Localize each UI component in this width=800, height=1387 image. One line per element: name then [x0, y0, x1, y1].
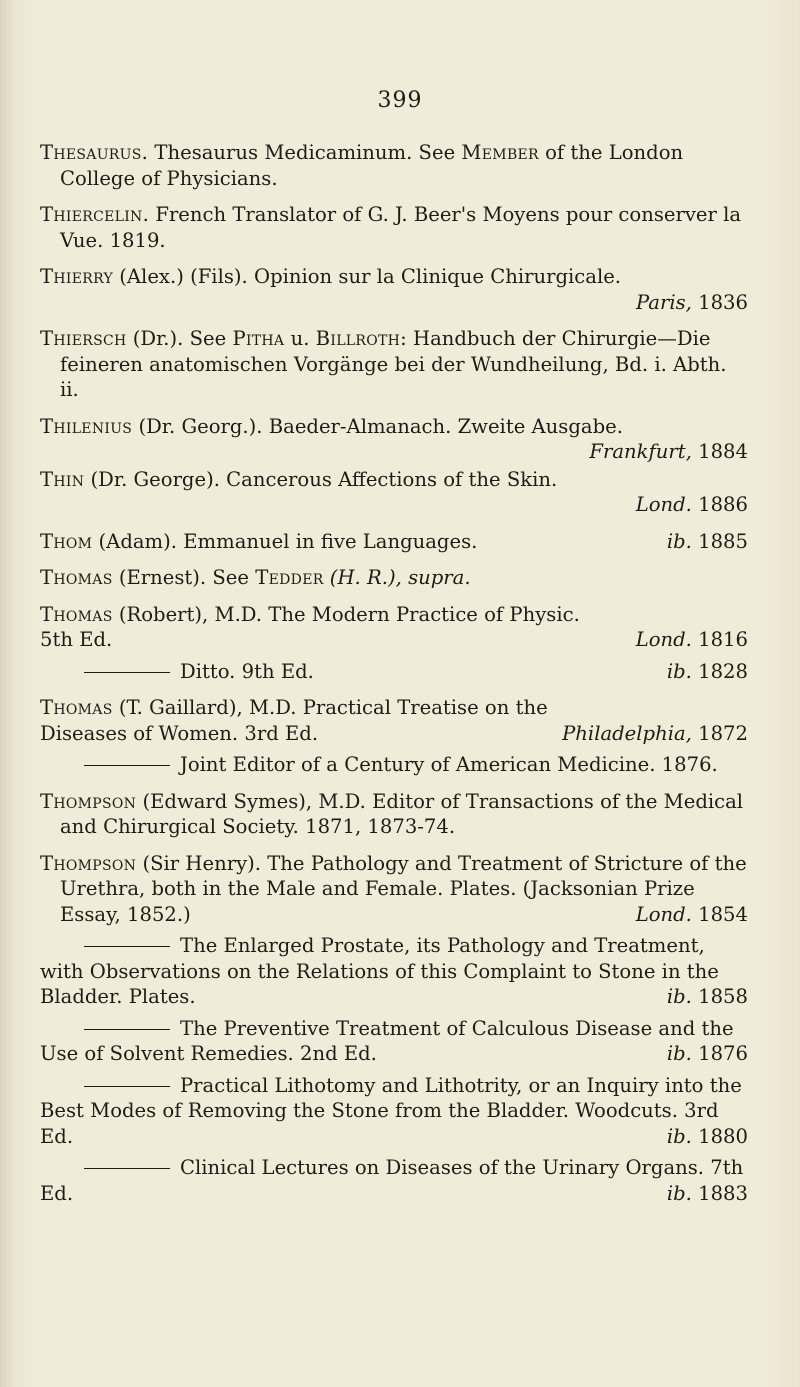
entry-text: Clinical Lectures on Diseases of the Urinary Organs. 7th Ed.: [40, 1156, 744, 1205]
entry-thomas-gaillard: [40, 695, 748, 746]
entry-name: Thom: [40, 529, 93, 553]
entry-text: (Sir Henry). The Pathology and Treatment of Stricture of the Urethra, both in the Male and Female. Plates. (Jacksonian Prize Essay, 1852.): [60, 851, 747, 926]
entry-place: ib.: [666, 1042, 692, 1065]
entry-ditto: [40, 1073, 748, 1150]
entry-text: The Preventive Treatment of Calculous Disease and the Use of Solvent Remedies. 2nd Ed.: [40, 1016, 734, 1065]
entry-text: (Robert), M.D. The Modern Practice of Physic.: [118, 602, 580, 626]
entry-place: ib.: [666, 1181, 692, 1205]
entry-ditto: [40, 752, 748, 778]
ditto-dash: [84, 1029, 170, 1030]
entry-thiercelin: [40, 202, 748, 253]
ditto-dash: [84, 765, 170, 766]
entry-name: Thiercelin.: [40, 203, 150, 226]
entry-place: Lond.: [635, 493, 692, 516]
entry-year: 1854: [698, 902, 748, 926]
entry-imprint: [60, 492, 748, 518]
entry-name: Thomas: [40, 566, 113, 589]
entry-name: Thierry: [40, 265, 114, 288]
entry-thesaurus: [40, 140, 748, 191]
entry-year: 1876: [698, 1042, 748, 1065]
entry-name: Thompson: [40, 789, 137, 813]
entry-text: Ditto. 9th Ed.: [180, 659, 314, 683]
entry-name: Thilenius: [40, 414, 133, 438]
entry-year: 1828: [698, 659, 748, 683]
entry-text: French Translator of G. J. Beer's Moyens pour conserver la Vue. 1819.: [60, 203, 742, 252]
entry-name: Thomas: [40, 602, 113, 626]
entry-name: Thesaurus.: [40, 141, 149, 164]
entry-text: (Ernest). See: [118, 566, 250, 589]
entry-imprint: [60, 439, 748, 465]
entry-imprint: [40, 627, 748, 653]
entry-text: (H. R.), supra.: [329, 566, 471, 589]
entry-text: (Dr.). See: [132, 327, 227, 350]
entry-ditto: [40, 1155, 748, 1206]
entry-place: Philadelphia,: [562, 721, 692, 745]
entry-thin: [40, 467, 748, 518]
entry-name: Thin: [40, 467, 85, 491]
entry-ref: Billroth: [315, 327, 401, 350]
entry-ref: Pitha: [232, 327, 285, 350]
ditto-dash: [84, 672, 170, 673]
ditto-dash: [84, 946, 170, 947]
entry-text: : Handbuch der Chirurgie—Die feineren anatomischen Vorgänge bei der Wundheilung, Bd. i. Abth. ii.: [60, 327, 727, 401]
entry-text: Joint Editor of a Century of American Medicine. 1876.: [180, 753, 718, 776]
entry-year: 1884: [698, 440, 748, 463]
entry-year: 1885: [698, 529, 748, 553]
entry-ditto: [40, 659, 748, 685]
entry-ditto: [40, 933, 748, 1010]
entry-text: (Dr. George). Cancerous Affections of the Skin.: [90, 467, 558, 491]
entry-year: 1836: [698, 290, 748, 314]
entry-place: Frankfurt,: [589, 440, 692, 463]
entry-text: The Enlarged Prostate, its Pathology and Treatment, with Observations on the Relations of this Complaint to Stone in the Bladder. Plates.: [40, 934, 719, 1008]
entry-imprint: [60, 290, 748, 316]
entry-year: 1816: [698, 628, 748, 651]
page-number: 399: [377, 88, 423, 113]
entry-place: ib.: [666, 659, 692, 683]
entry-year: 1883: [698, 1181, 748, 1205]
entry-year: 1880: [698, 1124, 748, 1148]
entry-thomas-ernest: [40, 565, 748, 591]
entry-ditto: [40, 1016, 748, 1067]
entry-ref: Tedder: [255, 566, 324, 589]
entry-thomas-robert: [40, 602, 748, 653]
entry-text: (T. Gaillard), M.D. Practical Treatise on the: [118, 696, 548, 719]
entry-text: (Alex.) (Fils). Opinion sur la Clinique Chirurgicale.: [119, 265, 622, 288]
entry-thompson-henry: [40, 851, 748, 928]
bibliography-entries: [40, 140, 748, 1217]
entry-text: of the London College of Physicians.: [60, 141, 684, 190]
entry-name: Thomas: [40, 696, 113, 719]
entry-imprint: [40, 721, 748, 747]
entry-thierry: [40, 264, 748, 315]
entry-name: Thiersch: [40, 327, 127, 350]
entry-text: Thesaurus Medicaminum. See: [154, 141, 456, 164]
entry-place: ib.: [666, 1124, 692, 1148]
entry-text: Practical Lithotomy and Lithotrity, or an Inquiry into the Best Modes of Removing the Stone from the Bladder. Woodcuts. 3rd Ed.: [40, 1073, 742, 1148]
entry-name: Thompson: [40, 851, 137, 875]
entry-thilenius: [40, 414, 748, 465]
entry-text: (Edward Symes), M.D. Editor of Transactions of the Medical and Chirurgical Society. 1871, 1873-74.: [60, 789, 744, 838]
entry-thom: [40, 529, 748, 555]
ditto-dash: [84, 1086, 170, 1087]
entry-place: Lond.: [635, 628, 692, 651]
ditto-dash: [84, 1168, 170, 1169]
entry-thiersch: [40, 326, 748, 403]
entry-text: Diseases of Women. 3rd Ed.: [40, 721, 319, 745]
entry-text: 5th Ed.: [40, 628, 113, 651]
entry-thompson-edward: [40, 789, 748, 840]
entry-place: ib.: [666, 529, 692, 553]
entry-year: 1858: [698, 985, 748, 1008]
entry-text: u.: [290, 327, 310, 350]
entry-text: (Dr. Georg.). Baeder-Almanach. Zweite Ausgabe.: [138, 414, 623, 438]
entry-year: 1872: [698, 721, 748, 745]
entry-ref: Member: [461, 141, 539, 164]
entry-text: (Adam). Emmanuel in five Languages.: [98, 529, 478, 553]
entry-year: 1886: [698, 493, 748, 516]
entry-place: Lond.: [635, 902, 692, 926]
entry-place: ib.: [666, 985, 692, 1008]
entry-place: Paris,: [635, 290, 692, 314]
